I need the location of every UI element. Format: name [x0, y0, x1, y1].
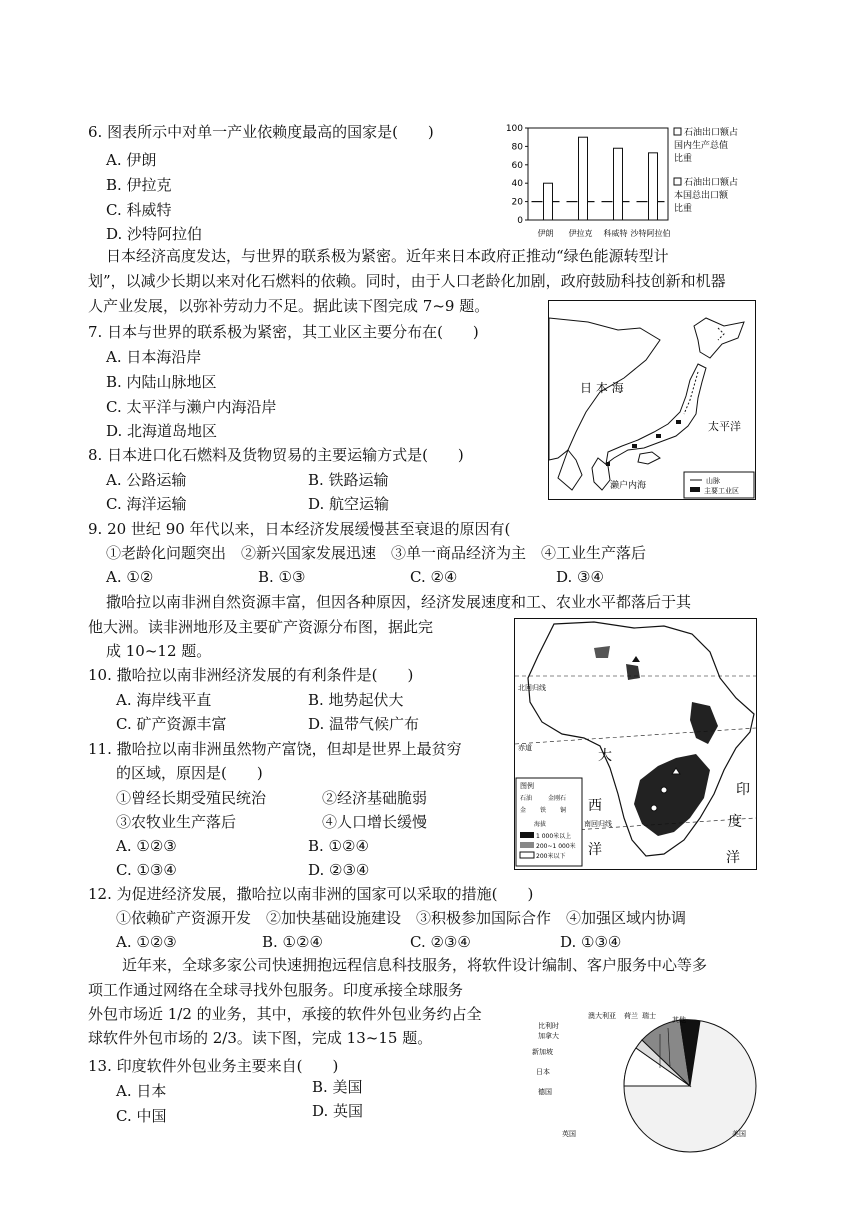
pie-label-singapore: 新加坡: [532, 1048, 553, 1056]
label-indian-3: 洋: [726, 850, 740, 866]
legend-mountain: 山脉: [706, 477, 720, 485]
japan-intro-line-3: 人产业发展，以弥补劳动力不足。据此读下图完成 7~9 题。: [88, 297, 490, 315]
q9-stem: 9. 20 世纪 90 年代以来，日本经济发展缓慢甚至衰退的原因有(: [88, 520, 511, 538]
label-indian-1: 印: [736, 782, 750, 798]
q13-option-c[interactable]: C. 中国: [116, 1107, 167, 1125]
q12-option-b[interactable]: B. ①②④: [262, 933, 323, 951]
legend-swatch-mid: [520, 842, 534, 848]
bar-export-3: [649, 153, 658, 220]
q6-option-c[interactable]: C. 科威特: [106, 201, 172, 219]
pie-label-usa: 美国: [732, 1130, 746, 1138]
africa-map: [514, 618, 757, 870]
q11-option-d[interactable]: D. ②③④: [308, 861, 370, 879]
q10-option-a[interactable]: A. 海岸线平直: [116, 691, 212, 709]
japan-intro-line-1: 日本经济高度发达，与世界的联系极为紧密。近年来日本政府正推动“绿色能源转型计: [106, 247, 669, 265]
legend-gdp-2: 国内生产总值: [674, 141, 729, 151]
pie-label-japan: 日本: [536, 1068, 550, 1076]
label-atlantic-3: 洋: [588, 842, 602, 858]
q10-option-c[interactable]: C. 矿产资源丰富: [116, 715, 227, 733]
legend-export-2: 本国总出口额: [674, 191, 729, 201]
japan-intro-line-2: 划”，以减少长期以来对化石燃料的依赖。同时，由于人口老龄化加剧，政府鼓励科技创新和机器: [88, 272, 726, 290]
q13-option-d[interactable]: D. 英国: [312, 1102, 364, 1120]
legend-diamond: 金刚石: [548, 795, 567, 802]
pie-label-belgium: 比利时: [538, 1022, 559, 1030]
industrial-area-1: [676, 420, 681, 424]
q12-option-c[interactable]: C. ②③④: [410, 933, 471, 951]
q12-option-a[interactable]: A. ①②③: [116, 933, 177, 951]
bar-export-2: [614, 148, 623, 220]
q11-item-2: ②经济基础脆弱: [322, 789, 428, 807]
q11-item-4: ④人口增长缓慢: [322, 813, 428, 831]
japan-map: [548, 300, 756, 500]
legend-iron: 铁: [540, 807, 547, 814]
q8-option-a[interactable]: A. 公路运输: [106, 471, 187, 489]
q9-option-d[interactable]: D. ③④: [556, 568, 604, 586]
q6-option-b[interactable]: B. 伊拉克: [106, 176, 172, 194]
legend-mid: 200~1 000米: [536, 843, 576, 850]
africa-intro-line-1: 撒哈拉以南非洲自然资源丰富，但因各种原因，经济发展速度和工、农业水平都落后于其: [106, 593, 692, 611]
q7-option-d[interactable]: D. 北海道岛地区: [106, 422, 218, 440]
legend-gold: 金: [520, 807, 527, 814]
x-tick-label-0: 伊朗: [537, 229, 554, 238]
highland-atlas: [594, 646, 610, 658]
label-atlantic-1: 大: [598, 748, 612, 764]
label-indian-2: 度: [728, 814, 742, 830]
y-tick-label-2: 40: [511, 179, 523, 190]
label-tropic-cancer: 北回归线: [518, 684, 546, 692]
legend-export-1: 石油出口额占: [684, 178, 739, 188]
outsourcing-source-pie: [530, 1008, 762, 1158]
q6-option-a[interactable]: A. 伊朗: [106, 151, 157, 169]
label-atlantic-2: 西: [588, 798, 602, 814]
legend-gdp-3: 比重: [674, 154, 693, 164]
y-tick-label-0: 0: [517, 216, 523, 226]
q7-option-a[interactable]: A. 日本海沿岸: [106, 348, 202, 366]
label-pacific: 太平洋: [708, 420, 741, 433]
highland-ahaggar: [626, 664, 640, 680]
q13-option-a[interactable]: A. 日本: [116, 1082, 167, 1100]
legend-industry: 主要工业区: [704, 487, 739, 495]
india-intro-line-1: 近年来，全球多家公司快速拥抱远程信息科技服务，将软件设计编制、客户服务中心等多: [122, 956, 708, 974]
q9-option-a[interactable]: A. ①②: [106, 568, 154, 586]
bar-export-1: [579, 137, 588, 220]
q11-option-b[interactable]: B. ①②④: [308, 837, 369, 855]
pie-label-germany: 德国: [538, 1088, 552, 1096]
oil-export-bar-chart: [498, 118, 760, 244]
legend-industry-swatch: [690, 487, 700, 492]
q10-option-d[interactable]: D. 温带气候广布: [308, 715, 420, 733]
industrial-area-4: [606, 462, 610, 466]
africa-intro-line-2: 他大洲。读非洲地形及主要矿产资源分布图，据此完: [88, 618, 434, 636]
label-equator: 赤道: [518, 744, 532, 752]
q8-stem: 8. 日本进口化石燃料及货物贸易的主要运输方式是( ): [88, 446, 464, 464]
q10-option-b[interactable]: B. 地势起伏大: [308, 691, 404, 709]
india-intro-line-3: 外包市场近 1/2 的业务，其中，承接的软件外包业务约占全: [88, 1005, 482, 1023]
bar-export-0: [544, 183, 553, 220]
chart-legend: [674, 126, 738, 214]
pie-label-canada: 加拿大: [538, 1032, 559, 1040]
legend-oil: 石油: [520, 795, 533, 802]
q8-option-c[interactable]: C. 海洋运输: [106, 495, 187, 513]
label-tropic-capricorn: 南回归线: [584, 820, 612, 828]
q12-option-d[interactable]: D. ①③④: [560, 933, 622, 951]
pie-label-switzerland: 瑞士: [642, 1012, 656, 1020]
y-tick-label-4: 80: [511, 142, 523, 153]
pie-label-other: 其他: [672, 1016, 686, 1024]
x-tick-label-1: 伊拉克: [568, 229, 593, 238]
label-seto: 濑户内海: [610, 481, 647, 491]
q11-item-3: ③农牧业生产落后: [116, 813, 237, 831]
pie-label-uk: 英国: [562, 1130, 576, 1138]
y-tick-label-3: 60: [511, 160, 523, 171]
q11-option-a[interactable]: A. ①②③: [116, 837, 177, 855]
q11-stem-2: 的区域，原因是( ): [116, 764, 263, 782]
legend-swatch-export: [674, 178, 681, 185]
mineral-symbol-2: [651, 805, 657, 811]
legend-export-3: 比重: [674, 204, 693, 214]
legend-elevation: 海拔: [534, 821, 547, 828]
q7-stem: 7. 日本与世界的联系极为紧密，其工业区主要分布在( ): [88, 323, 479, 341]
legend-swatch-high: [520, 832, 534, 838]
legend-low: 200米以下: [536, 853, 566, 860]
industrial-area-3: [632, 444, 637, 448]
india-intro-line-4: 球软件外包市场的 2/3。读下图，完成 13~15 题。: [88, 1029, 433, 1047]
industrial-area-2: [656, 434, 661, 438]
x-tick-label-2: 科威特: [603, 229, 628, 238]
q13-option-b[interactable]: B. 美国: [312, 1078, 363, 1096]
q7-option-c[interactable]: C. 太平洋与濑户内海沿岸: [106, 398, 277, 416]
q11-option-c[interactable]: C. ①③④: [116, 861, 177, 879]
y-tick-label-1: 20: [511, 197, 523, 208]
q12-stem: 12. 为促进经济发展，撒哈拉以南非洲的国家可以采取的措施( ): [88, 885, 534, 903]
q8-option-b[interactable]: B. 铁路运输: [308, 471, 389, 489]
q7-option-b[interactable]: B. 内陆山脉地区: [106, 373, 217, 391]
q8-option-d[interactable]: D. 航空运输: [308, 495, 390, 513]
q13-stem: 13. 印度软件外包业务主要来自( ): [88, 1057, 339, 1075]
y-tick-label-5: 100: [505, 124, 523, 134]
x-tick-label-3: 沙特阿拉伯: [630, 229, 671, 238]
q6-option-d[interactable]: D. 沙特阿拉伯: [106, 225, 203, 243]
q10-stem: 10. 撒哈拉以南非洲经济发展的有利条件是( ): [88, 666, 414, 684]
africa-intro-line-3: 成 10~12 题。: [106, 642, 212, 660]
q9-option-c[interactable]: C. ②④: [410, 568, 458, 586]
legend-swatch-gdp: [674, 128, 681, 135]
legend-gdp-1: 石油出口额占: [684, 128, 739, 138]
q6-stem: 6. 图表所示中对单一产业依赖度最高的国家是( ): [88, 123, 434, 141]
legend-copper: 铜: [560, 807, 567, 814]
q9-items: ①老龄化问题突出 ②新兴国家发展迅速 ③单一商品经济为主 ④工业生产落后: [106, 544, 647, 562]
legend-high: 1 000米以上: [536, 833, 572, 840]
legend-swatch-low: [520, 852, 534, 858]
label-sea-of-japan: 日 本 海: [580, 381, 624, 395]
q11-item-1: ①曾经长期受殖民统治: [116, 789, 267, 807]
q12-items: ①依赖矿产资源开发 ②加快基础设施建设 ③积极参加国际合作 ④加强区域内协调: [116, 909, 687, 927]
q9-option-b[interactable]: B. ①③: [258, 568, 306, 586]
mineral-symbol-3: [661, 787, 667, 793]
india-intro-line-2: 项工作通过网络在全球寻找外包服务。印度承接全球服务: [88, 981, 464, 999]
pie-label-netherlands: 荷兰: [624, 1012, 638, 1020]
legend-title: 图例: [520, 782, 534, 790]
q11-stem: 11. 撒哈拉以南非洲虽然物产富饶，但却是世界上最贫穷: [88, 740, 462, 758]
pie-label-australia: 澳大利亚: [588, 1012, 616, 1020]
